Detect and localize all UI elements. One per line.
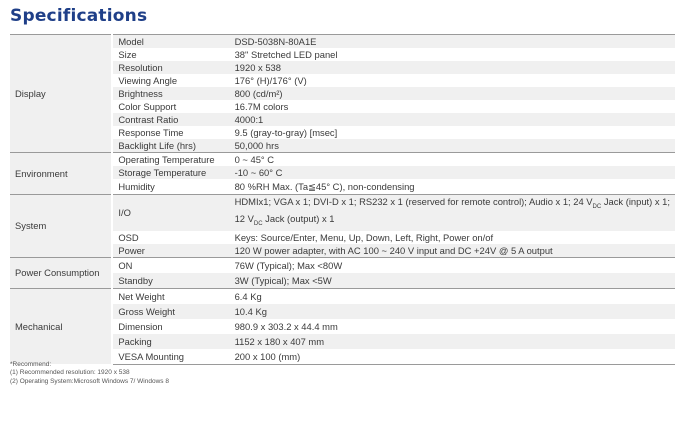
dc-subscript: DC (253, 220, 263, 227)
dc-subscript: DC (592, 203, 602, 210)
spec-label: Viewing Angle (112, 74, 229, 87)
spec-label: ON (112, 257, 229, 273)
table-row (10, 195, 675, 231)
specifications-table (10, 34, 675, 365)
spec-value: -10 ~ 60° C (230, 166, 675, 179)
category-system: System (10, 195, 112, 258)
spec-label: Humidity (112, 179, 229, 195)
spec-value: 6.4 Kg (230, 288, 675, 304)
spec-label: Gross Weight (112, 304, 229, 319)
spec-value: 1920 x 538 (230, 61, 675, 74)
category-mechanical: Mechanical (10, 288, 112, 364)
spec-value: DSD-5038N-80A1E (230, 35, 675, 49)
table-row (10, 153, 675, 167)
spec-label: Power (112, 244, 229, 258)
spec-label: Color Support (112, 100, 229, 113)
spec-value: 9.5 (gray-to-gray) [msec] (230, 126, 675, 139)
spec-label: Response Time (112, 126, 229, 139)
table-row (10, 257, 675, 273)
category-display: Display (10, 35, 112, 153)
spec-value: Keys: Source/Enter, Menu, Up, Down, Left, Right, Power on/of (230, 231, 675, 244)
spec-label: I/O (112, 195, 229, 231)
spec-value: 3W (Typical); Max <5W (230, 273, 675, 289)
spec-label: Brightness (112, 87, 229, 100)
spec-value: 38" Stretched LED panel (230, 48, 675, 61)
spec-label: Model (112, 35, 229, 49)
spec-value: 1152 x 180 x 407 mm (230, 334, 675, 349)
spec-label: Net Weight (112, 288, 229, 304)
spec-value: 800 (cd/m²) (230, 87, 675, 100)
footnotes (10, 361, 169, 386)
spec-value: 0 ~ 45° C (230, 153, 675, 167)
spec-value: 16.7M colors (230, 100, 675, 113)
table-row (10, 35, 675, 49)
spec-label: Storage Temperature (112, 166, 229, 179)
spec-value: 50,000 hrs (230, 139, 675, 153)
page-title: Specifications (10, 6, 148, 26)
spec-label: Resolution (112, 61, 229, 74)
spec-label: VESA Mounting (112, 349, 229, 365)
spec-value: 4000:1 (230, 113, 675, 126)
spec-value: 76W (Typical); Max <80W (230, 257, 675, 273)
category-environment: Environment (10, 153, 112, 195)
category-power-consumption: Power Consumption (10, 257, 112, 288)
spec-label: Dimension (112, 319, 229, 334)
spec-label: OSD (112, 231, 229, 244)
spec-label: Backlight Life (hrs) (112, 139, 229, 153)
table-row (10, 288, 675, 304)
footnote-line: (2) Operating System:Microsoft Windows 7/ Windows 8 (10, 377, 169, 385)
footnote-heading: *Recommend: (10, 361, 52, 368)
spec-value: 120 W power adapter, with AC 100 ~ 240 V input and DC +24V @ 5 A output (230, 244, 675, 258)
spec-label: Contrast Ratio (112, 113, 229, 126)
spec-value: 80 %RH Max. (Ta≦45° C), non-condensing (230, 179, 675, 195)
spec-value: 176° (H)/176° (V) (230, 74, 675, 87)
spec-label: Packing (112, 334, 229, 349)
footnote-line: (1) Recommended resolution: 1920 x 538 (10, 369, 130, 377)
spec-value: 200 x 100 (mm) (230, 349, 675, 365)
spec-label: Operating Temperature (112, 153, 229, 167)
spec-value: HDMIx1; VGA x 1; DVI-D x 1; RS232 x 1 (reserved for remote control); Audio x 1; 24 $V_{DC}$ Jack (input) x 1; 12 $V_{DC}$ Jack (output) x 1 (230, 195, 675, 231)
spec-value: 10.4 Kg (230, 304, 675, 319)
spec-value: 980.9 x 303.2 x 44.4 mm (230, 319, 675, 334)
spec-label: Size (112, 48, 229, 61)
spec-label: Standby (112, 273, 229, 289)
